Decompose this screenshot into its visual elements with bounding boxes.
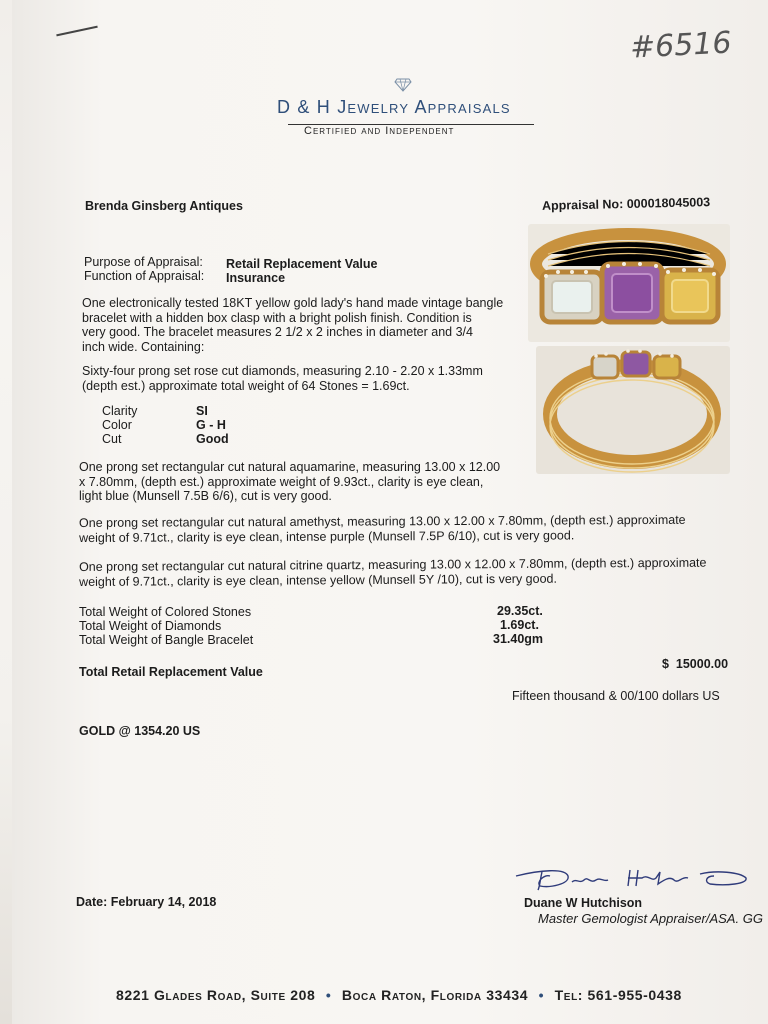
function-label: Function of Appraisal: — [84, 269, 205, 283]
bracelet-photo-side — [536, 346, 730, 474]
appraiser-name: Duane W Hutchison — [524, 896, 643, 910]
amethyst-description: One prong set rectangular cut natural amethyst, measuring 13.00 x 12.00 x 7.80mm, (depth est.) approximate weight of 9.71ct., clarity is eye clean, intense purple (Munsell 7.5P 6/10), cut is very good. — [79, 512, 686, 545]
handwritten-number: #6516 — [629, 25, 733, 66]
grade-color-value: G - H — [196, 418, 226, 432]
footer-separator: • — [538, 987, 545, 1003]
aquamarine-description: One prong set rectangular cut natural aquamarine, measuring 13.00 x 12.00 x 7.80mm, (depth est.) approximate weight of 9.93ct., clarity is eye clean, light blue (Munsell 7.5B 6/6), cut is very good. — [79, 460, 501, 503]
diamond-logo-icon — [394, 78, 412, 92]
total-diamonds-label: Total Weight of Diamonds — [79, 619, 222, 633]
client-name: Brenda Ginsberg Antiques — [85, 199, 243, 213]
grade-clarity-label: Clarity — [102, 404, 138, 418]
grade-cut-value: Good — [196, 432, 229, 446]
footer-separator: • — [325, 987, 332, 1003]
footer-city: Boca Raton, Florida 33434 — [341, 987, 529, 1003]
bracelet-side-view-image — [536, 346, 730, 474]
total-diamonds-value: 1.69ct. — [500, 618, 539, 632]
gold-price: GOLD @ 1354.20 US — [79, 724, 201, 738]
appraisal-document — [12, 0, 768, 1024]
footer-address — [116, 987, 682, 1003]
bracelet-top-view-image — [528, 224, 730, 342]
grade-cut-label: Cut — [102, 432, 122, 446]
function-value: Insurance — [226, 271, 286, 285]
signature — [510, 862, 750, 896]
total-value-label: Total Retail Replacement Value — [79, 665, 263, 679]
grade-color-label: Color — [102, 418, 132, 432]
tagline: Certified and Independent — [304, 125, 455, 137]
grade-clarity-value: SI — [196, 404, 208, 418]
appraisal-number-value: 000018045003 — [626, 195, 711, 211]
pen-mark — [56, 26, 97, 37]
purpose-label: Purpose of Appraisal: — [84, 255, 203, 269]
appraisal-number — [542, 195, 710, 213]
total-value-amount: $ 15000.00 — [662, 657, 729, 671]
citrine-description: One prong set rectangular cut natural citrine quartz, measuring 13.00 x 12.00 x 7.80mm, (depth est.) approximate weight of 9.71ct., clarity is eye clean, intense yellow (Munsell 5Y /10), cut is very good. — [79, 555, 707, 589]
company-name: D & H Jewelry Appraisals — [277, 97, 511, 117]
appraisal-number-label: Appraisal No: — [541, 197, 624, 213]
total-colored-stones-label: Total Weight of Colored Stones — [79, 605, 252, 619]
diamond-description: Sixty-four prong set rose cut diamonds, measuring 2.10 - 2.20 x 1.33mm (depth est.) approximate total weight of 64 Stones = 1.69ct. — [82, 364, 483, 393]
total-value-words: Fifteen thousand & 00/100 dollars US — [512, 689, 720, 703]
total-bracelet-value: 31.40gm — [493, 632, 544, 646]
bracelet-description: One electronically tested 18KT yellow gold lady's hand made vintage bangle bracelet with a hidden box clasp with a bright polish finish. Condition is very good. The bracelet measures 2 1/2 x 2 inches in diameter and 3/4 inch wide. Containing: — [82, 296, 504, 354]
footer-phone: Tel: 561-955-0438 — [554, 987, 682, 1003]
appraiser-title: Master Gemologist Appraiser/ASA. GG — [538, 911, 763, 926]
bracelet-photo-top — [528, 224, 730, 342]
total-bracelet-label: Total Weight of Bangle Bracelet — [79, 633, 254, 647]
total-colored-stones-value: 29.35ct. — [497, 604, 543, 618]
appraisal-date: Date: February 14, 2018 — [76, 895, 217, 909]
footer-street: 8221 Glades Road, Suite 208 — [116, 987, 316, 1003]
purpose-value: Retail Replacement Value — [226, 257, 378, 271]
